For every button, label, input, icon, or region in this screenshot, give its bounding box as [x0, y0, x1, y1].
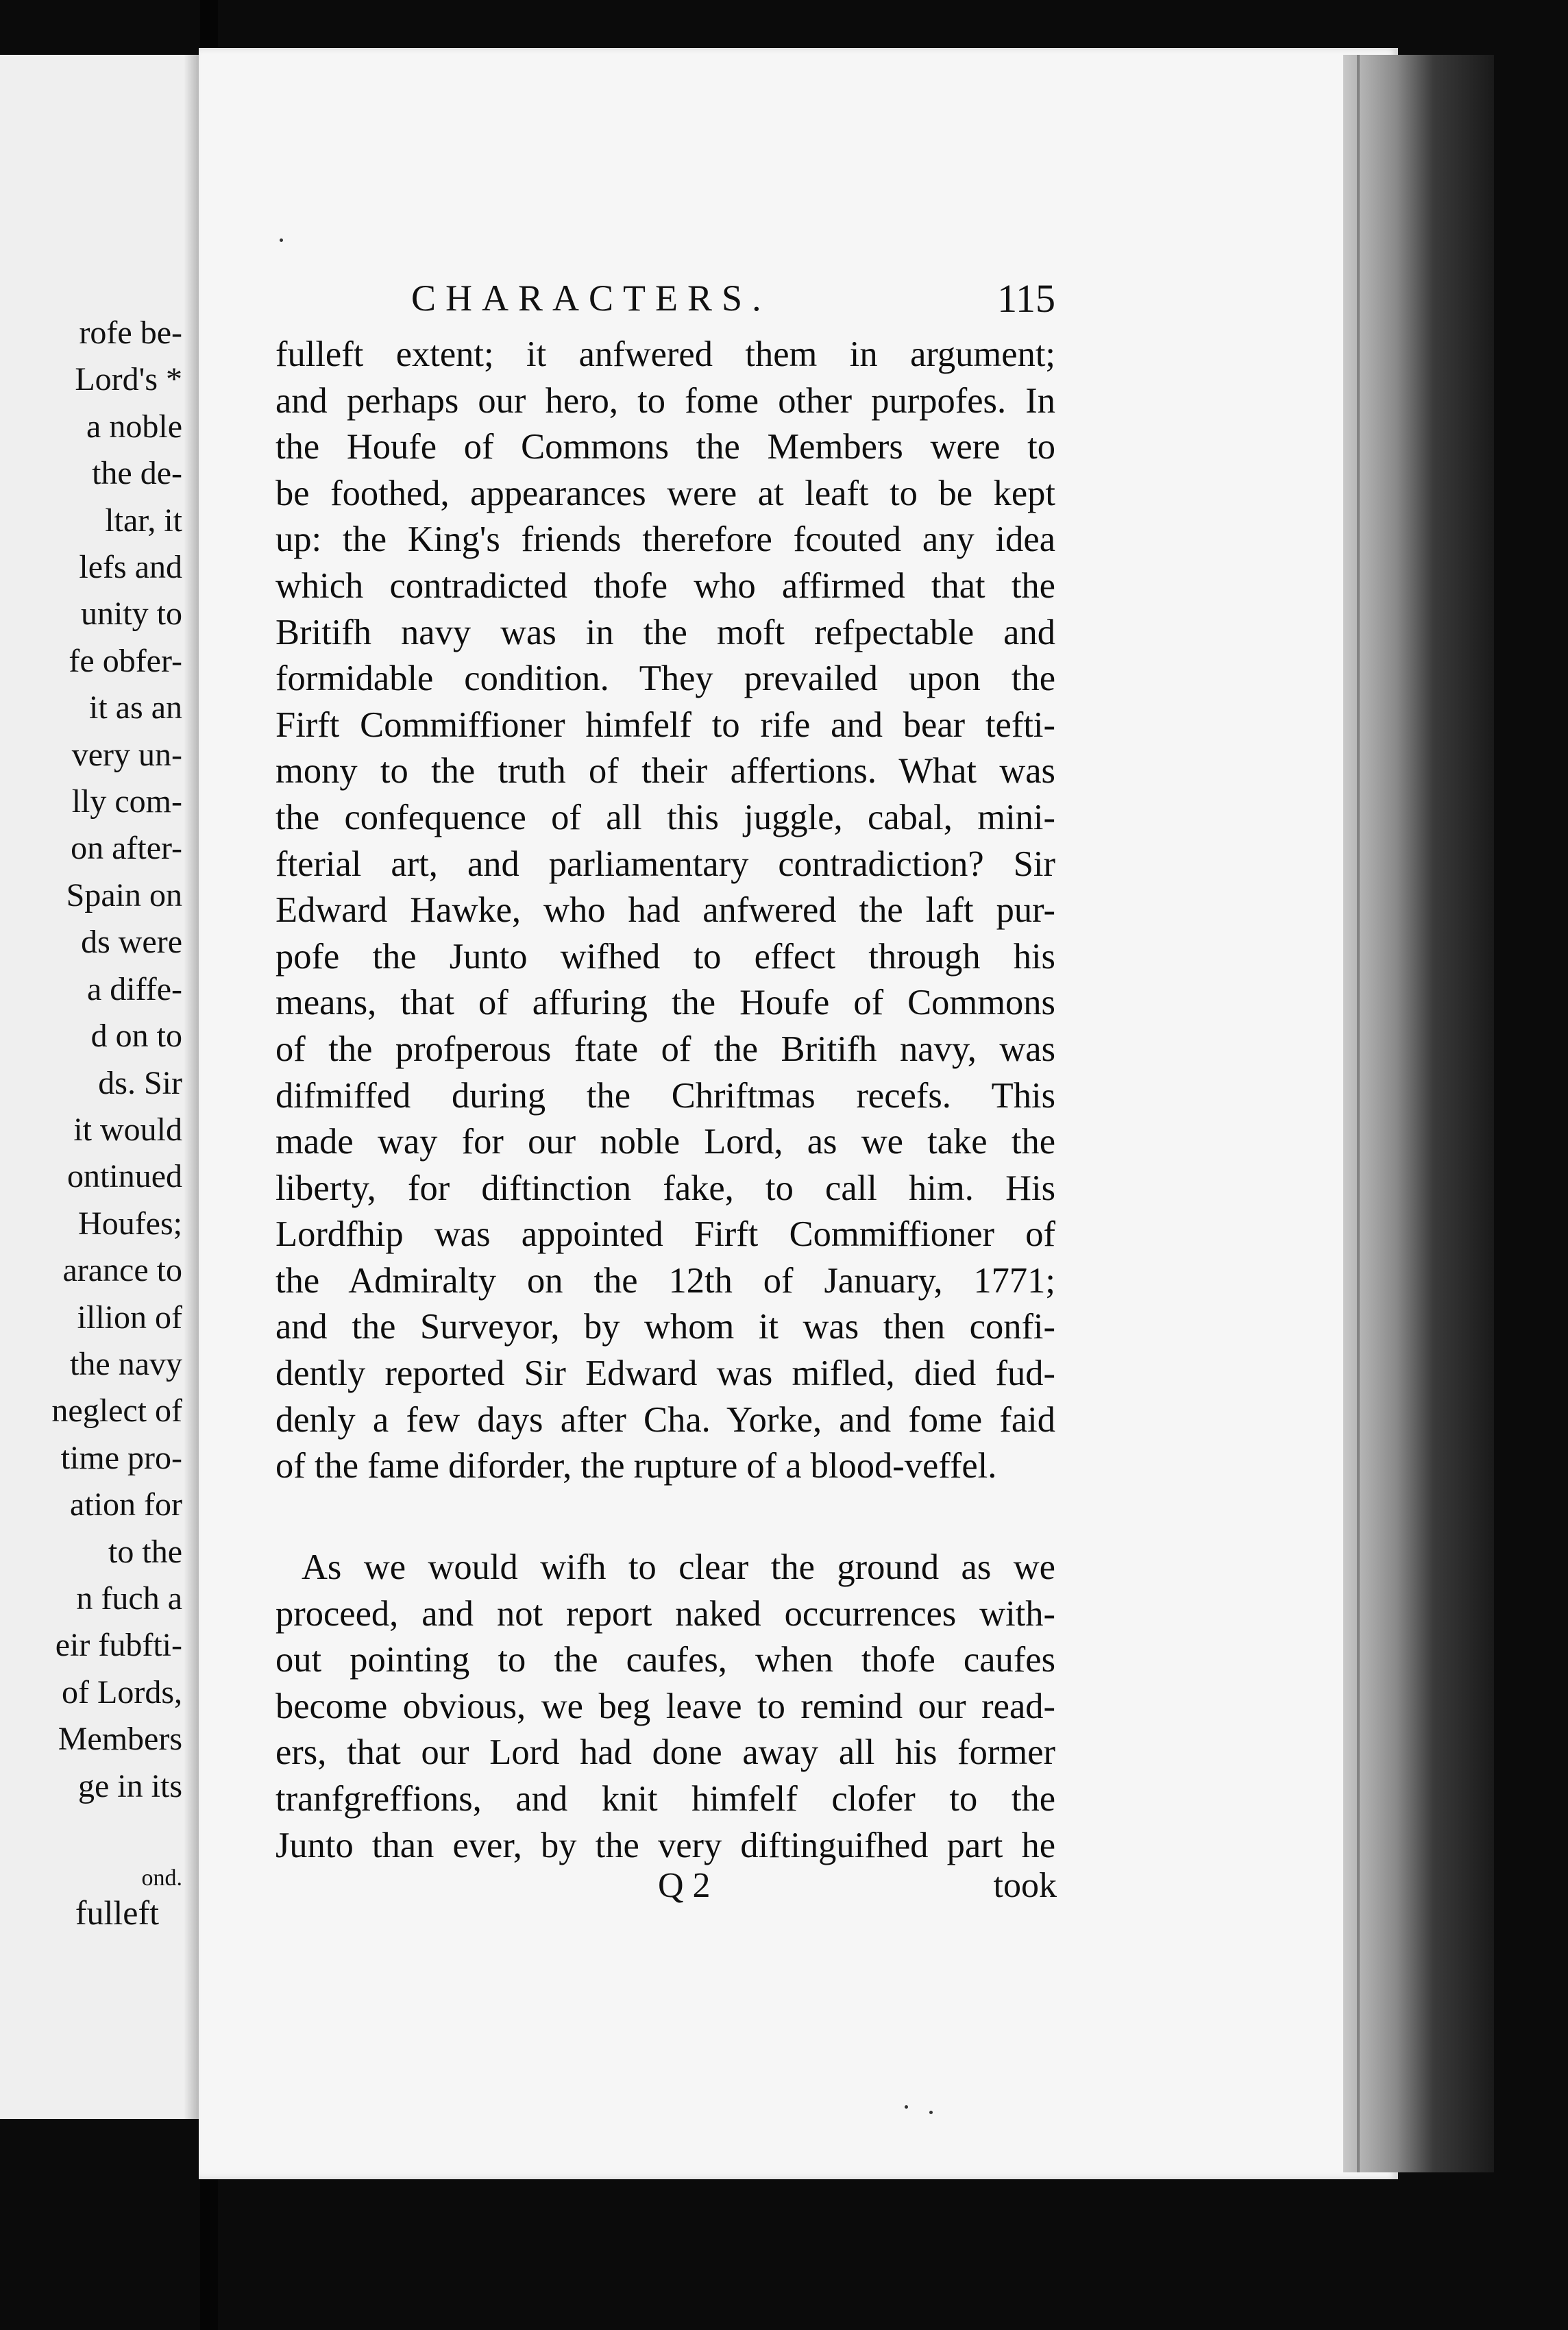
left-line: rofe be- — [79, 315, 182, 351]
text-line: proceed, and not report naked occurrences with- — [275, 1593, 1055, 1634]
page-edge-stack — [1343, 55, 1494, 2172]
left-line: neglect of — [51, 1393, 182, 1430]
left-line: on after- — [71, 830, 182, 867]
left-line: Lord's * — [75, 361, 182, 398]
text-line: denly a few days after Cha. Yorke, and fome faid — [275, 1399, 1055, 1440]
left-catchword: fulleft — [75, 1893, 159, 1932]
gutter-shadow — [184, 55, 200, 2119]
text-line: As we would wifh to clear the ground as we — [302, 1547, 1055, 1587]
left-line: eir fubfti- — [55, 1627, 182, 1664]
paragraph-1 — [275, 332, 1055, 1490]
left-line: d on to — [90, 1018, 182, 1055]
left-line: a noble — [86, 408, 182, 445]
left-line: n fuch a — [76, 1580, 182, 1617]
signature-mark: Q 2 — [658, 1866, 711, 1905]
left-line: ation for — [70, 1486, 182, 1523]
text-line: and the Surveyor, by whom it was then confi- — [275, 1307, 1055, 1347]
text-line: become obvious, we beg leave to remind our read- — [275, 1686, 1055, 1726]
text-line: which contradicted thofe who affirmed that the — [275, 565, 1055, 606]
left-line: ge in its — [78, 1767, 182, 1804]
text-line: Britifh navy was in the moft refpectable and — [275, 612, 1055, 652]
text-line: pofe the Junto wifhed to effect through his — [275, 936, 1055, 977]
text-line: Firft Commiffioner himfelf to rife and bear tefti- — [275, 704, 1055, 745]
left-line: to the — [108, 1533, 182, 1570]
text-line: out pointing to the caufes, when thofe caufes — [275, 1640, 1055, 1680]
left-line: arance to — [62, 1252, 182, 1289]
text-line: means, that of affuring the Houfe of Commons — [275, 983, 1055, 1023]
left-line: ds were — [81, 924, 182, 961]
text-line: fulleft extent; it anfwered them in argument; — [275, 334, 1055, 374]
paper-speck — [929, 2111, 933, 2114]
left-line: it as an — [89, 689, 182, 726]
left-footnote-fragment: ond. — [141, 1865, 182, 1891]
running-title: CHARACTERS. — [411, 278, 771, 319]
text-line: Junto than ever, by the very diftinguifhed part he — [275, 1825, 1055, 1865]
left-line: of Lords, — [62, 1673, 182, 1710]
text-line: of the fame diforder, the rupture of a blood-veffel. — [275, 1446, 997, 1486]
text-line: up: the King's friends therefore fcouted any idea — [275, 519, 1055, 560]
text-line: Lordfhip was appointed Firft Commiffioner of — [275, 1214, 1055, 1255]
left-line: ontinued — [67, 1158, 182, 1195]
page-number: 115 — [997, 276, 1055, 321]
left-line: ltar, it — [105, 502, 182, 539]
left-line: illion of — [77, 1299, 182, 1336]
text-line: difmiffed during the Chriftmas recefs. This — [275, 1075, 1055, 1116]
left-line: unity to — [80, 596, 182, 633]
text-line: the confequence of all this juggle, cabal, mini- — [275, 797, 1055, 837]
running-head — [411, 277, 1055, 325]
left-line: a diffe- — [86, 970, 182, 1007]
text-line: the Admiralty on the 12th of January, 1771; — [275, 1260, 1055, 1301]
text-line: the Houfe of Commons the Members were to — [275, 427, 1055, 467]
text-line: fterial art, and parliamentary contradiction? Sir — [275, 844, 1055, 884]
left-line: ds. Sir — [98, 1064, 182, 1101]
left-line: Members — [58, 1721, 182, 1758]
catchword: took — [993, 1866, 1057, 1905]
text-line: formidable condition. They prevailed upon the — [275, 659, 1055, 699]
left-line: lly com- — [71, 783, 182, 820]
text-line: mony to the truth of their affertions. What was — [275, 751, 1055, 792]
paper-speck — [280, 238, 283, 242]
left-line: the de- — [92, 455, 182, 492]
text-line: Edward Hawke, who had anfwered the laft pur- — [275, 890, 1055, 931]
text-line: ers, that our Lord had done away all his former — [275, 1732, 1055, 1773]
text-line: made way for our noble Lord, as we take the — [275, 1122, 1055, 1162]
left-line: Houfes; — [78, 1205, 182, 1242]
left-line: very un- — [71, 736, 182, 773]
paper-speck — [905, 2105, 908, 2109]
text-line: tranfgreffions, and knit himfelf clofer to the — [275, 1778, 1055, 1819]
left-line: the navy — [70, 1345, 182, 1382]
page-fold-line — [1357, 55, 1360, 2172]
left-facing-page — [0, 55, 200, 2119]
left-page-text — [51, 310, 182, 1810]
text-line: be foothed, appearances were at leaft to be kept — [275, 473, 1055, 513]
left-line: fe obfer- — [69, 642, 182, 679]
text-line: liberty, for diftinction fake, to call him. His — [275, 1168, 1055, 1208]
left-line: lefs and — [79, 549, 182, 586]
paragraph-2 — [275, 1545, 1055, 1869]
text-line: dently reported Sir Edward was mifled, died fud- — [275, 1353, 1055, 1394]
left-line: Spain on — [66, 876, 182, 913]
left-line: time pro- — [60, 1439, 182, 1476]
text-line: of the profperous ftate of the Britifh navy, was — [275, 1029, 1055, 1069]
text-line: and perhaps our hero, to fome other purpofes. In — [275, 380, 1055, 421]
left-line: it would — [73, 1111, 182, 1148]
